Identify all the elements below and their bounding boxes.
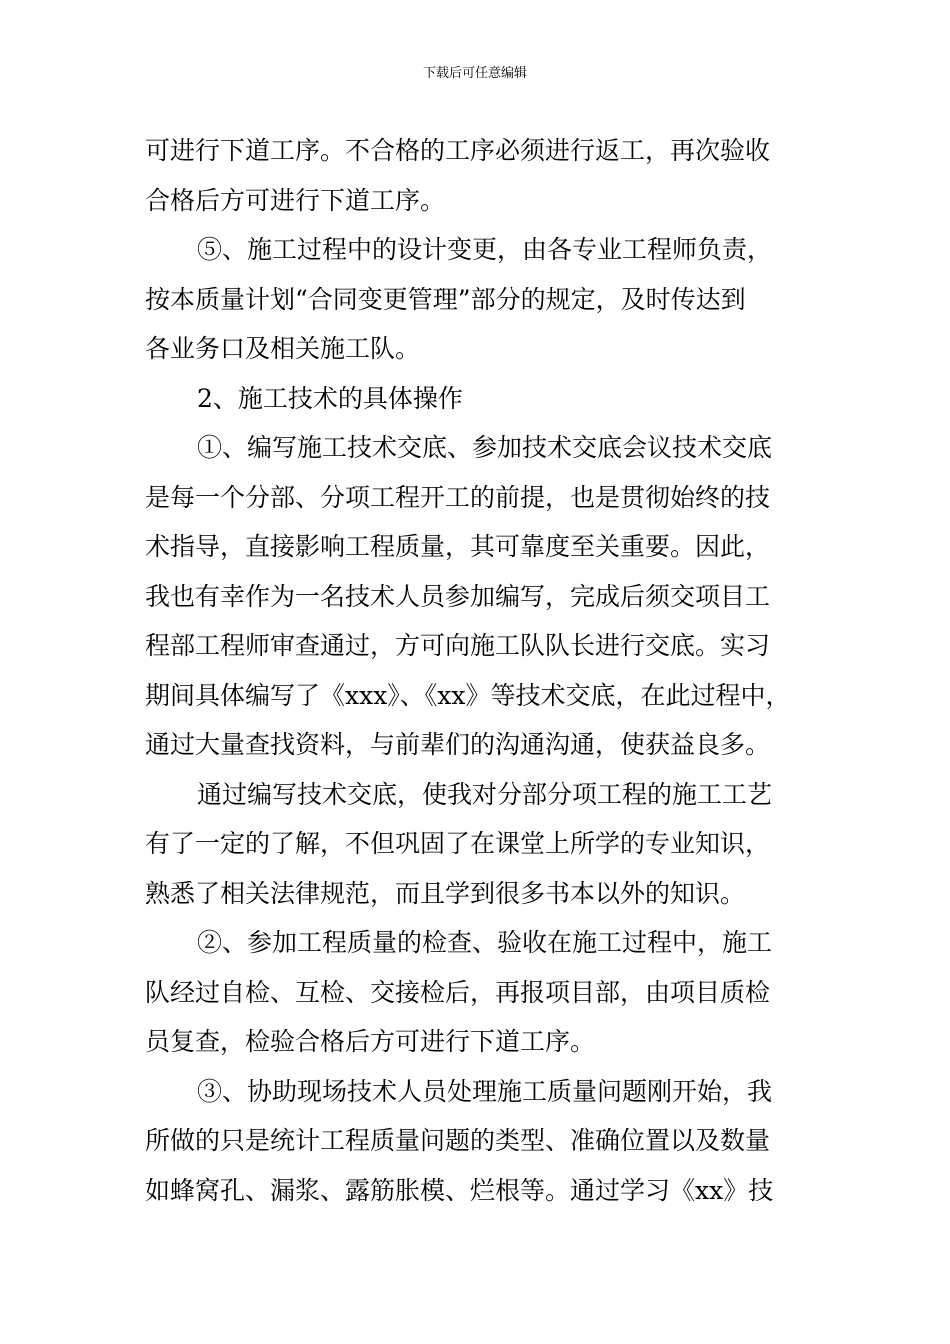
text-line: 是每一个分部、分项工程开工的前提，也是贯彻始终的技 <box>145 482 771 512</box>
text-line: ①、编写施工技术交底、参加技术交底会议技术交底 <box>197 433 773 462</box>
text-line: 术指导，直接影响工程质量，其可靠度至关重要。因此， <box>145 532 771 561</box>
text-line: 员复查，检验合格后方可进行下道工序。 <box>145 1027 596 1056</box>
text-line: 有了一定的了解，不但巩固了在课堂上所学的专业知识， <box>145 829 771 858</box>
text-line: 可进行下道工序。不合格的工序必须进行返工，再次验收 <box>145 136 771 165</box>
text-line: 2、施工技术的具体操作 <box>197 383 463 413</box>
text-line: ③、协助现场技术人员处理施工质量问题刚开始，我 <box>197 1076 773 1106</box>
text-line: 按本质量计划“合同变更管理”部分的规定，及时传达到 <box>145 284 746 314</box>
text-line: ⑤、施工过程中的设计变更，由各专业工程师负责， <box>197 235 773 264</box>
text-line: ②、参加工程质量的检查、验收在施工过程中，施工 <box>197 928 773 957</box>
text-line: 各业务口及相关施工队。 <box>145 334 421 363</box>
text-line: 我也有幸作为一名技术人员参加编写，完成后须交项目工 <box>145 581 771 611</box>
text-line: 通过编写技术交底，使我对分部分项工程的施工工艺 <box>197 779 773 809</box>
text-line: 通过大量查找资料，与前辈们的沟通沟通，使获益良多。 <box>145 730 771 759</box>
text-line: 期间具体编写了《xxx》、《xx》等技术交底，在此过程中， <box>145 680 791 710</box>
text-line: 程部工程师审查通过，方可向施工队队长进行交底。实习 <box>145 631 771 660</box>
page-header: 下载后可任意编辑 <box>422 66 527 81</box>
document-body <box>145 126 825 1215</box>
text-line: 合格后方可进行下道工序。 <box>145 185 446 215</box>
text-line: 熟悉了相关法律规范，而且学到很多书本以外的知识。 <box>145 878 746 908</box>
text-line: 所做的只是统计工程质量问题的类型、准确位置以及数量 <box>145 1126 771 1155</box>
text-line: 队经过自检、互检、交接检后，再报项目部，由项目质检 <box>145 977 771 1007</box>
text-line: 如蜂窝孔、漏浆、露筋胀模、烂根等。通过学习《xx》技 <box>145 1175 774 1205</box>
